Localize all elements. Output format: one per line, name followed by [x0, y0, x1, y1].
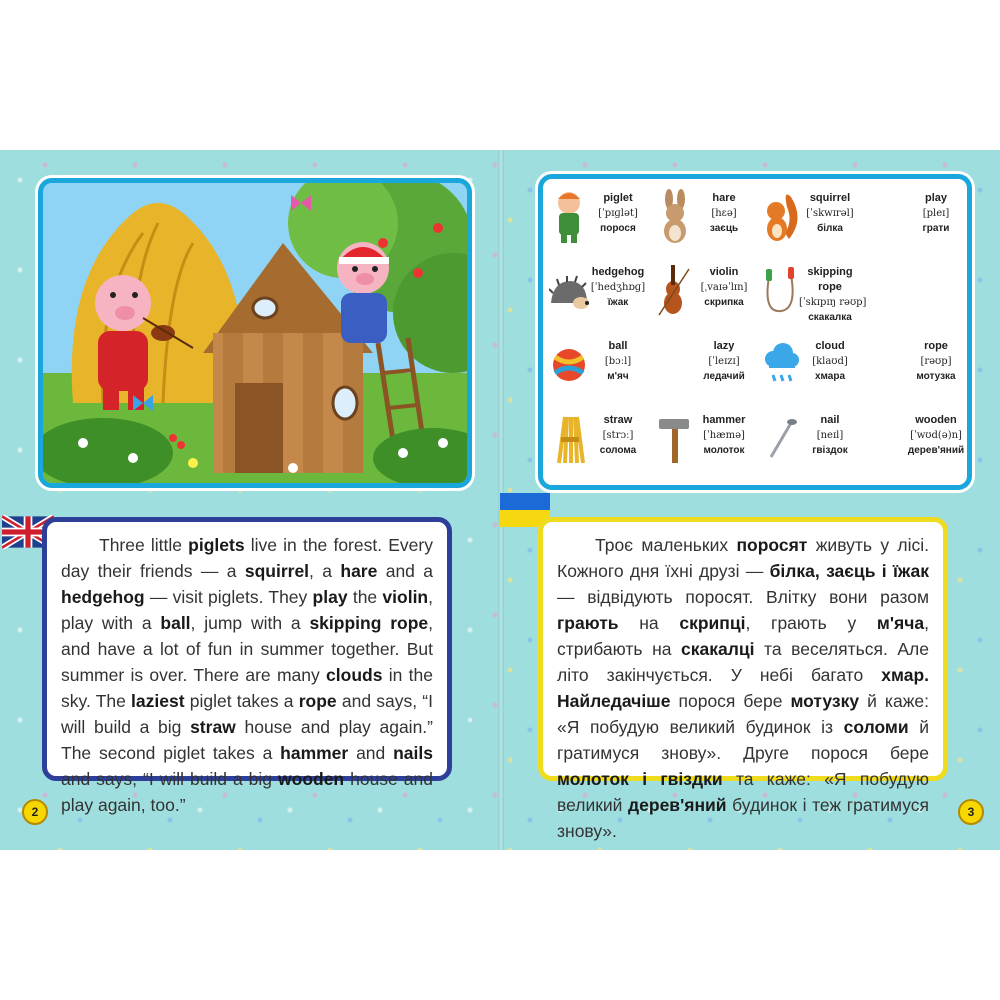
- vocab-cell-play: [861, 179, 967, 255]
- text-run: house and play again.” The second piglet takes a: [61, 717, 433, 763]
- vocab-translation: скакалка: [808, 312, 852, 323]
- vocab-transcription: [ˈhæmə]: [703, 430, 745, 441]
- vocab-word: hammer: [702, 414, 746, 426]
- vocab-word: rope: [924, 340, 948, 352]
- text-run: and says, “I will build a big: [61, 691, 433, 737]
- bold-keyword: молоток і гвіздки: [557, 769, 723, 789]
- vocab-cell-hare: [649, 179, 755, 255]
- bold-keyword: piglets: [188, 535, 245, 555]
- vocab-translation: молоток: [703, 445, 745, 456]
- vocab-word: ball: [608, 340, 628, 352]
- bold-keyword: clouds: [326, 665, 383, 685]
- vocab-translation: гвіздок: [812, 445, 848, 456]
- text-run: порося бере: [670, 691, 791, 711]
- vocab-transcription: [ˌvaɪəˈlɪn]: [700, 282, 748, 293]
- bold-keyword: hedgehog: [61, 587, 145, 607]
- squirrel-icon: [761, 189, 801, 245]
- bold-keyword: hare: [340, 561, 378, 581]
- vocab-transcription: [ˈskwɪrəl]: [806, 208, 854, 219]
- vocab-cell-piglet: [543, 179, 649, 255]
- vocab-translation: скрипка: [704, 297, 744, 308]
- hare-icon: [655, 189, 695, 245]
- bold-keyword: hammer: [280, 743, 349, 763]
- vocab-translation: їжак: [607, 297, 629, 308]
- cloud-icon: [761, 337, 801, 393]
- vocab-transcription: [ˈpɪɡlət]: [598, 208, 638, 219]
- vocab-word: squirrel: [809, 192, 851, 204]
- page-number-left: 2: [22, 799, 48, 825]
- bold-keyword: nails: [393, 743, 433, 763]
- vocab-translation: порося: [600, 223, 636, 234]
- vocab-translation: заєць: [709, 223, 739, 234]
- vocab-transcription: [neɪl]: [816, 430, 844, 441]
- vocab-transcription: [hɛə]: [711, 208, 737, 219]
- vocab-cell-straw: [543, 401, 649, 477]
- vocab-transcription: [klaʊd]: [812, 356, 848, 367]
- vocab-translation: м'яч: [607, 371, 629, 382]
- text-run: Троє маленьких: [595, 535, 737, 555]
- bold-keyword: violin: [382, 587, 429, 607]
- vocab-translation: хмара: [814, 371, 846, 382]
- vocabulary-panel: [538, 174, 972, 490]
- vocab-word: lazy: [713, 340, 735, 352]
- bold-keyword: білка, заєць і їжак: [769, 561, 929, 581]
- vocab-word: cloud: [815, 340, 845, 352]
- ball-icon: [549, 337, 589, 393]
- vocab-transcription: [ˈskɪpɪŋ rəʊp]: [799, 297, 867, 308]
- vocab-word: play: [924, 192, 947, 204]
- text-run: , jump with a: [190, 613, 310, 633]
- vocab-cell-wooden: [861, 401, 967, 477]
- vocab-cell-lazy: [649, 327, 755, 403]
- vocab-translation: мотузка: [916, 371, 956, 382]
- text-run: in the sky. The: [61, 665, 433, 711]
- vocab-translation: білка: [817, 223, 843, 234]
- vocab-word: wooden: [915, 414, 957, 426]
- text-run: й гратимуся знову». Друге порося бере: [557, 717, 929, 763]
- piglet-icon: [549, 189, 589, 245]
- bold-keyword: грають: [557, 613, 619, 633]
- text-run: — visit piglets. They: [144, 587, 313, 607]
- text-run: , play with a: [61, 587, 433, 633]
- text-run: , a: [309, 561, 341, 581]
- text-run: й каже: «Я побудую великий будинок із: [557, 691, 929, 737]
- vocab-transcription: [rəʊp]: [920, 356, 952, 367]
- vocab-transcription: [ˈwʊd(ə)n]: [910, 430, 962, 441]
- book-spread: [0, 150, 1000, 850]
- bold-keyword: ball: [160, 613, 191, 633]
- text-run: house and play again, too.”: [61, 769, 433, 815]
- text-run: на: [618, 613, 680, 633]
- vocab-word: skipping rope: [807, 266, 853, 293]
- text-run: and: [348, 743, 394, 763]
- bold-keyword: straw: [190, 717, 236, 737]
- text-run: piglet takes a: [184, 691, 299, 711]
- text-run: живуть у лісі. Кожного дня їхні друзі —: [557, 535, 929, 581]
- vocab-cell-hammer: [649, 401, 755, 477]
- three-piglets-scene: [43, 183, 467, 483]
- vocab-cell-violin: [649, 253, 755, 329]
- bold-keyword: laziest: [131, 691, 185, 711]
- vocab-cell-rope: [861, 327, 967, 403]
- vocab-cell-skipping-rope: [755, 253, 867, 329]
- straw-icon: [549, 411, 589, 467]
- text-run: та каже: «Я побудую великий: [557, 769, 929, 815]
- english-story-text: [42, 517, 452, 815]
- bold-keyword: хмар. Найледачіше: [557, 665, 929, 711]
- story-illustration: [38, 178, 472, 488]
- vocab-transcription: [strɔː]: [602, 430, 634, 441]
- vocab-cell-squirrel: [755, 179, 861, 255]
- vocab-cell-nail: [755, 401, 861, 477]
- page-number-right: 3: [958, 799, 984, 825]
- bold-keyword: м'яча: [876, 613, 925, 633]
- hedgehog-icon: [549, 263, 589, 319]
- vocab-word: straw: [603, 414, 633, 426]
- vocab-word: nail: [820, 414, 840, 426]
- nail-icon: [761, 411, 801, 467]
- text-run: and says, “I will build a big: [61, 769, 279, 789]
- vocab-transcription: [pleɪ]: [922, 208, 950, 219]
- text-run: , грають у: [745, 613, 877, 633]
- vocab-translation: грати: [922, 223, 950, 234]
- vocab-cell-ball: [543, 327, 649, 403]
- bold-keyword: соломи: [843, 717, 909, 737]
- bold-keyword: мотузку: [790, 691, 860, 711]
- skipping-rope-icon: [761, 263, 801, 319]
- vocab-translation: солома: [599, 445, 637, 456]
- text-run: live in the forest. Every day their friends — a: [61, 535, 433, 581]
- bold-keyword: дерев'яний: [628, 795, 727, 815]
- violin-icon: [655, 263, 695, 319]
- vocab-translation: ледачий: [703, 371, 745, 382]
- vocab-word: hedgehog: [591, 266, 645, 278]
- text-run: and a: [377, 561, 434, 581]
- vocab-cell-cloud: [755, 327, 861, 403]
- text-run: , стрибають на: [557, 613, 930, 659]
- hammer-icon: [655, 411, 695, 467]
- english-paragraph: [61, 535, 433, 815]
- bold-keyword: skipping rope: [309, 613, 429, 633]
- bold-keyword: скакалці: [681, 639, 755, 659]
- bold-keyword: wooden: [278, 769, 345, 789]
- ukrainian-paragraph: [557, 535, 929, 841]
- bold-keyword: поросят: [736, 535, 808, 555]
- text-run: , and have a lot of fun in summer together. But summer is over. There are many: [61, 613, 433, 685]
- bold-keyword: play: [312, 587, 348, 607]
- ukrainian-story-text: [538, 517, 948, 841]
- vocab-transcription: [ˈhedʒhɒɡ]: [590, 282, 646, 293]
- bold-keyword: rope: [298, 691, 337, 711]
- bold-keyword: squirrel: [244, 561, 310, 581]
- vocab-transcription: [bɔːl]: [604, 356, 632, 367]
- text-run: Three little: [99, 535, 189, 555]
- vocab-transcription: [ˈleɪzɪ]: [708, 356, 740, 367]
- vocab-word: piglet: [603, 192, 633, 204]
- vocab-word: hare: [712, 192, 736, 204]
- vocab-cell-hedgehog: [543, 253, 649, 329]
- text-run: та веселяться. Але літо закінчується. У небі багато: [557, 639, 929, 685]
- vocab-word: violin: [709, 266, 739, 278]
- vocab-translation: дерев'яний: [907, 445, 965, 456]
- bold-keyword: скрипці: [679, 613, 746, 633]
- text-run: the: [347, 587, 383, 607]
- text-run: — відвідують поросят. Влітку вони разом: [557, 587, 929, 607]
- text-run: будинок і теж гратимуся знову».: [557, 795, 929, 841]
